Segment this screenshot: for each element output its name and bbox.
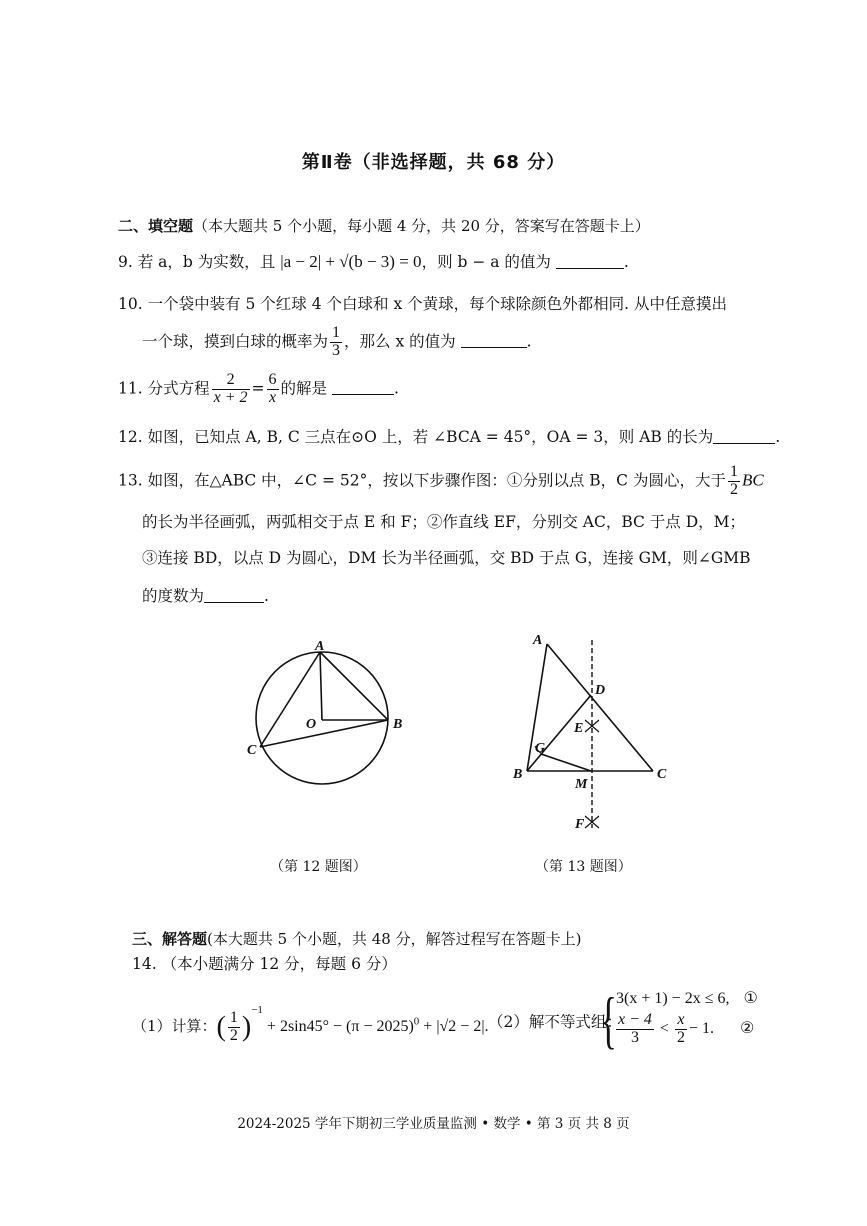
q12-end: . <box>775 428 781 446</box>
q11-equals: = <box>251 379 265 398</box>
q14-note: （本小题满分 12 分，每题 6 分） <box>161 955 397 973</box>
q9-number: 9. <box>118 253 133 271</box>
q9-end: . <box>623 253 629 271</box>
section3-heading-line <box>132 928 581 949</box>
fig13-label-G: G <box>535 741 546 756</box>
figure-12 <box>240 630 420 800</box>
q10-line1: 一个袋中装有 5 个红球 4 个白球和 x 个黄球，每个球除颜色外都相同. 从中任意摸出 <box>147 295 727 313</box>
q13-end: . <box>264 587 269 605</box>
q13-line2: 的长为半径画弧，两弧相交于点 E 和 F；②作直线 EF，分别交 AC，BC 于点 D，M； <box>142 513 746 531</box>
q11-end: . <box>393 379 399 398</box>
fig12-segment-CB <box>260 720 388 747</box>
q10-end: . <box>526 332 532 351</box>
section2-note: （本大题共 5 个小题，每小题 4 分，共 20 分，答案写在答题卡上） <box>193 217 650 235</box>
q14-part2-label: （2）解不等式组： <box>488 1013 622 1031</box>
question-11 <box>118 372 399 407</box>
q11-rhs-den: x <box>268 388 277 406</box>
q14-p1-exponent: −1 <box>251 1004 263 1016</box>
fig12-label-B: B <box>393 717 403 732</box>
section2-heading: 二、填空题 <box>118 217 194 235</box>
q14-inequality-2 <box>614 1012 754 1047</box>
question-13-line1 <box>118 464 764 499</box>
q14-number: 14. <box>132 955 157 973</box>
q14-p1-frac-num: 1 <box>229 1009 238 1027</box>
fig13-label-C: C <box>657 767 667 782</box>
page-footer: 2024-2025 学年下期初三学业质量监测 • 数学 • 第 3 页 共 8 页 <box>237 1116 630 1132</box>
page-title: 第Ⅱ卷（非选择题，共 68 分） <box>301 152 566 173</box>
q9-text-b: ，则 b − a 的值为 <box>421 253 551 271</box>
fig12-label-A: A <box>315 639 325 654</box>
q14-ineq2-rhs-den: 2 <box>676 1028 685 1046</box>
question-9 <box>118 250 629 272</box>
question-13-line4 <box>142 584 269 606</box>
fig12-caption: （第 12 题图） <box>270 859 367 875</box>
q11-lhs-num: 2 <box>212 372 250 390</box>
fig13-label-F: F <box>575 817 585 832</box>
q11-rhs-fraction <box>267 372 279 407</box>
q12-text: 如图，已知点 A, B, C 三点在⊙O 上，若 ∠BCA = 45°，OA = 3，则 AB 的长为 <box>147 428 714 446</box>
q12-answer-blank <box>713 429 775 444</box>
fig13-caption: （第 13 题图） <box>535 859 632 875</box>
fig12-segment-OA <box>320 652 322 720</box>
fig13-label-A: A <box>533 633 543 648</box>
question-10-line1 <box>118 292 727 314</box>
q11-lhs-den: x + 2 <box>213 388 248 406</box>
q13-frac-den: 2 <box>729 480 738 498</box>
q14-ineq2-rhs <box>675 1012 687 1047</box>
section3-note: (本大题共 5 个小题，共 48 分，解答过程写在答题卡上) <box>207 930 582 948</box>
fig12-segment-AC <box>260 652 320 747</box>
q10-fraction <box>330 325 342 360</box>
question-12 <box>118 425 780 447</box>
q14-ineq2-lhs <box>616 1012 654 1047</box>
fig13-label-D: D <box>595 683 606 698</box>
q14-p1-rest: + 2sin45° − (π − 2025) <box>266 1018 414 1035</box>
q11-text-a: 分式方程 <box>147 379 210 398</box>
q14-inequality-1 <box>616 988 758 1008</box>
q10-line2-a: 一个球，摸到白球的概率为 <box>142 332 329 351</box>
q14-ineq2-lhs-den: 3 <box>630 1028 639 1046</box>
q13-line1-b: BC <box>741 470 764 490</box>
q10-frac-den: 3 <box>332 341 341 359</box>
fig12-label-C: C <box>247 743 257 758</box>
section2-heading-line <box>118 215 650 236</box>
q14-p1-abs: + |√2 − 2|. <box>423 1018 489 1035</box>
q14-ineq1-tag: ① <box>743 990 758 1007</box>
q13-line1-a: 如图，在△ABC 中，∠C = 52°，按以下步骤作图：①分别以点 B，C 为圆心，大于 <box>147 471 726 490</box>
question-10-line2 <box>142 325 532 360</box>
section3-heading: 三、解答题 <box>132 930 208 948</box>
fig12-label-O: O <box>306 717 317 732</box>
figure-13 <box>505 628 685 838</box>
q10-frac-num: 1 <box>332 324 341 341</box>
q11-text-b: 的解是 <box>280 379 328 398</box>
q13-frac-num: 1 <box>729 463 738 480</box>
q13-fraction <box>728 464 740 499</box>
fig13-segment-GM <box>541 754 591 771</box>
q14-system-brace: { <box>600 984 617 1055</box>
q10-answer-blank <box>461 333 527 348</box>
question-14 <box>132 952 397 974</box>
fig12-segment-AB <box>320 652 388 720</box>
fig13-label-E: E <box>574 721 584 736</box>
q13-answer-blank <box>204 588 264 603</box>
q9-expression: |a − 2| + √(b − 3) = 0 <box>280 252 422 271</box>
q10-line2-b: ，那么 x 的值为 <box>344 332 456 351</box>
q11-rhs-num: 6 <box>268 371 277 388</box>
q14-ineq2-lhs-num: x − 4 <box>618 1011 652 1028</box>
q14-p1-zero-exponent: 0 <box>413 1015 420 1028</box>
q13-number: 13. <box>118 471 143 490</box>
q11-lhs-fraction <box>212 372 250 407</box>
q14-ineq1-text: 3(x + 1) − 2x ≤ 6, <box>616 990 730 1007</box>
q14-ineq2-rhs-num: x <box>675 1012 687 1030</box>
q14-part1-fraction <box>228 1010 240 1045</box>
question-13-line3 <box>142 546 751 568</box>
q14-ineq2-tail: − 1. <box>688 1019 714 1037</box>
fig13-segment-AC <box>547 644 653 771</box>
question-13-line2 <box>142 510 745 532</box>
fig13-label-M: M <box>575 777 588 792</box>
q14-ineq2-tag: ② <box>739 1019 755 1037</box>
q13-line3: ③连接 BD，以点 D 为圆心，DM 长为半径画弧，交 BD 于点 G，连接 GM，则∠GMB <box>142 549 751 567</box>
q12-number: 12. <box>118 428 143 446</box>
q9-answer-blank <box>556 254 624 269</box>
q10-number: 10. <box>118 295 143 313</box>
q11-answer-blank <box>332 380 394 395</box>
q13-line4: 的度数为 <box>142 587 205 605</box>
q14-part1: （1）计算：( $\frac{1}{2}$ )$^{-1} + 2\sin 45^\circ - (\pi - 2025)^0 + |√2 - 2|$. <box>132 1004 489 1044</box>
q14-part1-label: （1）计算： <box>132 1017 217 1035</box>
q14-p1-frac-den: 2 <box>229 1026 238 1044</box>
q11-number: 11. <box>118 379 143 398</box>
fig13-label-B: B <box>513 767 523 782</box>
q14-ineq2-lt: < <box>659 1019 669 1037</box>
q9-text-a: 若 a，b 为实数，且 <box>137 253 276 271</box>
